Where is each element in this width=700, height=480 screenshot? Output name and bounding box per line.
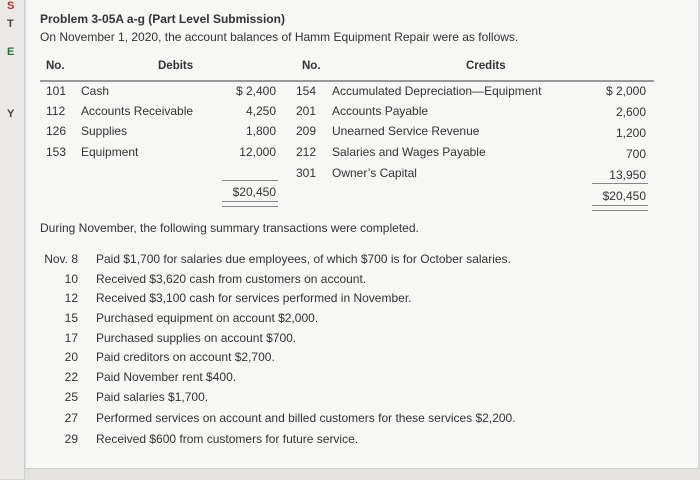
credit-no: 209 (296, 124, 317, 138)
transaction-text: Received $3,620 cash from customers on account. (96, 272, 367, 286)
debit-no: 126 (46, 124, 67, 138)
credit-amount: 2,600 (615, 105, 646, 119)
transaction-text: Received $3,100 cash for services performed in November. (96, 291, 412, 305)
debit-total: $20,450 (232, 185, 276, 199)
left-sidebar-strip (0, 0, 25, 479)
header-no-credits: No. (302, 60, 321, 72)
credit-account: Unearned Service Revenue (332, 124, 480, 138)
sidebar-glyph: T (7, 18, 14, 30)
credit-total-rule (592, 183, 648, 184)
sidebar-glyph: E (7, 46, 15, 58)
debit-account: Cash (81, 84, 110, 98)
credit-account: Accounts Payable (332, 104, 429, 118)
transaction-date: 20 (64, 350, 78, 364)
transactions-intro: During November, the following summary transactions were completed. (40, 221, 419, 235)
debit-amount: 12,000 (239, 145, 276, 159)
debit-amount: $ 2,400 (235, 84, 276, 98)
header-no-debits: No. (46, 60, 65, 72)
debit-account: Supplies (81, 124, 128, 138)
table-header (40, 58, 654, 82)
credit-no: 201 (296, 104, 317, 118)
credit-amount: 1,200 (615, 126, 646, 140)
transaction-text: Paid $1,700 for salaries due employees, of which $700 is for October salaries. (96, 252, 511, 266)
transaction-date: 22 (64, 370, 78, 384)
credit-no: 212 (296, 145, 317, 159)
transaction-date: 12 (64, 291, 78, 305)
header-credits: Credits (466, 60, 506, 72)
debit-no: 153 (46, 145, 67, 159)
transaction-date: 15 (64, 311, 78, 325)
debit-no: 112 (46, 104, 66, 118)
credit-account: Salaries and Wages Payable (332, 145, 486, 159)
transaction-date: 10 (64, 272, 78, 286)
debit-account: Equipment (81, 145, 139, 159)
debit-amount: 4,250 (245, 104, 276, 118)
sidebar-glyph: Y (7, 108, 15, 120)
transaction-text: Received $600 from customers for future service. (96, 432, 359, 446)
debit-total-rule (222, 180, 278, 181)
debit-total-double-rule (222, 201, 278, 207)
credit-total: $20,450 (602, 189, 646, 203)
credit-account: Accumulated Depreciation—Equipment (332, 84, 542, 98)
transaction-text: Paid salaries $1,700. (96, 390, 209, 404)
transaction-text: Purchased supplies on account $700. (96, 331, 297, 345)
sidebar-glyph: S (7, 0, 15, 12)
transaction-date: 29 (64, 432, 78, 446)
credit-total-double-rule (592, 205, 648, 211)
debit-no: 101 (46, 84, 67, 98)
header-debits: Debits (158, 60, 194, 72)
credit-amount: 13,950 (609, 168, 646, 182)
transaction-date: 27 (64, 411, 78, 425)
credit-amount: $ 2,000 (605, 84, 646, 98)
transaction-date: 17 (64, 331, 78, 345)
transaction-text: Paid November rent $400. (96, 370, 237, 384)
credit-amount: 700 (625, 147, 646, 161)
transaction-text: Performed services on account and billed customers for these services $2,200. (96, 411, 516, 425)
problem-title: Problem 3-05A a-g (Part Level Submission) (40, 12, 285, 26)
problem-card (26, 0, 698, 468)
debit-account: Accounts Receivable (81, 104, 194, 118)
transaction-text: Paid creditors on account $2,700. (96, 350, 275, 364)
credit-no: 154 (296, 84, 317, 98)
credit-no: 301 (296, 166, 317, 180)
credit-account: Owner’s Capital (332, 166, 417, 180)
transaction-text: Purchased equipment on account $2,000. (96, 311, 319, 325)
transaction-date: Nov. 8 (44, 252, 78, 266)
card-bottom-edge (26, 468, 700, 480)
transaction-date: 25 (64, 390, 78, 404)
debit-amount: 1,800 (245, 124, 276, 138)
problem-intro: On November 1, 2020, the account balances of Hamm Equipment Repair were as follows. (40, 30, 519, 44)
